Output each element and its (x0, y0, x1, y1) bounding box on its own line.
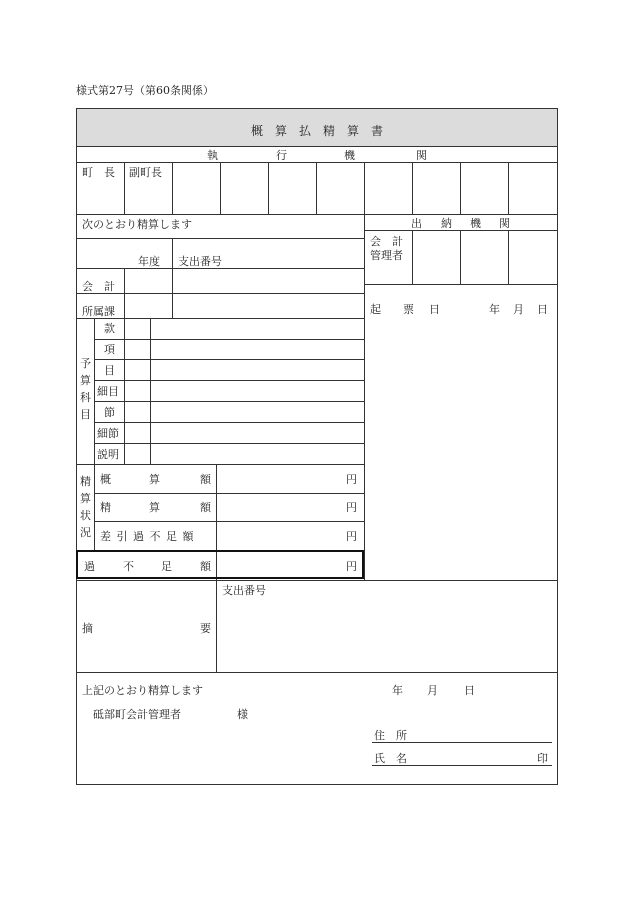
estimate-label-char: 概 (100, 473, 111, 486)
exec-org-char: 関 (416, 149, 427, 162)
department-label: 所属課 (82, 305, 115, 318)
form-number: 様式第27号（第60条関係） (76, 84, 214, 97)
settlement-label-char: 況 (80, 526, 91, 539)
settled-label-char: 額 (200, 501, 211, 514)
issue-day: 日 (537, 303, 548, 316)
address-label: 住 所 (374, 729, 407, 742)
issue-date-char: 起 (370, 303, 381, 316)
shortfall-label-char: 額 (200, 560, 211, 573)
addressee: 砥部町会計管理者 (93, 708, 181, 721)
seal-mark: 印 (537, 752, 548, 765)
settlement-label-char: 状 (80, 509, 91, 522)
payment-number-label: 支出番号 (178, 255, 222, 268)
issue-date-char: 日 (429, 303, 440, 316)
deputy-mayor-label: 副町長 (129, 166, 162, 179)
issue-date-char: 票 (403, 303, 414, 316)
form-title: 概 算 払 精 算 書 (250, 124, 383, 138)
settled-label-char: 算 (149, 501, 160, 514)
shortfall-label-char: 足 (161, 560, 172, 573)
budget-item-label: 目 (104, 364, 115, 377)
treasury-char: 納 (441, 217, 452, 230)
shortfall-yen: 円 (346, 560, 357, 573)
exec-org-char: 行 (276, 149, 287, 162)
exec-org-char: 執 (207, 149, 218, 162)
summary-label-char: 要 (200, 622, 211, 635)
budget-item-label: 細節 (97, 427, 119, 440)
footer-statement: 上記のとおり精算します (82, 684, 203, 697)
budget-label-char: 科 (80, 391, 91, 404)
settled-yen: 円 (346, 501, 357, 514)
honorific: 様 (237, 708, 248, 721)
difference-yen: 円 (346, 530, 357, 543)
intro-text: 次のとおり精算します (82, 218, 192, 231)
treasury-char: 関 (499, 217, 510, 230)
budget-item-label: 款 (104, 322, 115, 335)
estimate-yen: 円 (346, 473, 357, 486)
exec-org-char: 機 (344, 149, 355, 162)
budget-label-char: 予 (80, 357, 91, 370)
issue-month: 月 (513, 303, 524, 316)
budget-item-label: 説明 (97, 448, 119, 461)
issue-year: 年 (489, 303, 500, 316)
footer-year: 年 (392, 684, 403, 697)
shortfall-box (76, 550, 364, 579)
footer-day: 日 (464, 684, 475, 697)
shortfall-label-char: 不 (123, 560, 134, 573)
accountant-label-line1: 会 計 (370, 235, 403, 248)
treasury-char: 機 (470, 217, 481, 230)
estimate-label-char: 額 (200, 473, 211, 486)
budget-item-label: 項 (104, 343, 115, 356)
settlement-label-char: 算 (80, 492, 91, 505)
budget-label-char: 目 (80, 408, 91, 421)
account-label: 会 計 (82, 280, 115, 293)
mayor-label: 町 長 (82, 166, 115, 179)
budget-label-char: 算 (80, 374, 91, 387)
estimate-label-char: 算 (149, 473, 160, 486)
fiscal-year-label: 年度 (138, 255, 160, 268)
settlement-label-char: 精 (80, 475, 91, 488)
budget-item-label: 節 (104, 406, 115, 419)
settled-label-char: 精 (100, 501, 111, 514)
footer-month: 月 (427, 684, 438, 697)
treasury-char: 出 (411, 217, 422, 230)
budget-item-label: 細目 (97, 385, 119, 398)
summary-payment-number: 支出番号 (222, 584, 266, 597)
name-label: 氏 名 (374, 752, 407, 765)
difference-label: 差 引 過 不 足 額 (100, 530, 195, 543)
summary-label-char: 摘 (82, 622, 93, 635)
shortfall-label-char: 過 (84, 560, 95, 573)
accountant-label-line2: 管理者 (370, 249, 403, 262)
